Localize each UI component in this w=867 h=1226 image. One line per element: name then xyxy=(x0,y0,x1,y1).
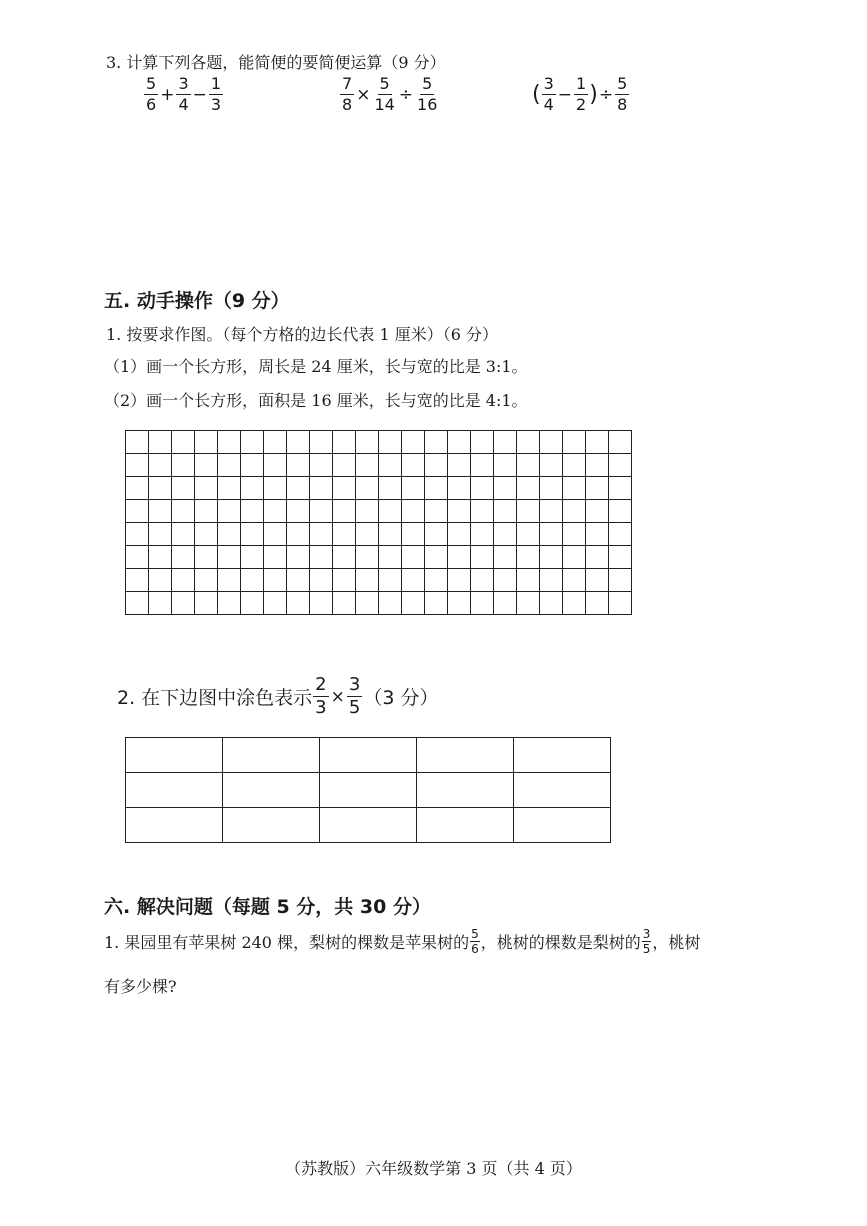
grid-cell[interactable] xyxy=(563,454,586,477)
grid-cell[interactable] xyxy=(149,523,172,546)
grid-cell[interactable] xyxy=(287,546,310,569)
operator: × xyxy=(330,686,345,707)
shading-cell[interactable] xyxy=(320,773,417,808)
grid-cell[interactable] xyxy=(471,569,494,592)
grid-cell[interactable] xyxy=(448,569,471,592)
grid-cell[interactable] xyxy=(471,454,494,477)
grid-cell[interactable] xyxy=(241,592,264,615)
fraction: $\frac{5}{14}$ xyxy=(374,74,395,114)
grid-cell[interactable] xyxy=(540,523,563,546)
grid-cell[interactable] xyxy=(172,500,195,523)
grid-cell[interactable] xyxy=(494,500,517,523)
grid-cell[interactable] xyxy=(241,431,264,454)
shading-cell[interactable] xyxy=(417,808,514,843)
grid-cell[interactable] xyxy=(517,523,540,546)
grid-cell[interactable] xyxy=(241,500,264,523)
grid-cell[interactable] xyxy=(333,523,356,546)
grid-cell[interactable] xyxy=(609,546,632,569)
grid-cell[interactable] xyxy=(448,454,471,477)
grid-cell[interactable] xyxy=(287,500,310,523)
grid-cell[interactable] xyxy=(218,569,241,592)
paren: ) xyxy=(589,82,598,107)
grid-cell[interactable] xyxy=(448,477,471,500)
grid-cell[interactable] xyxy=(126,431,149,454)
shading-cell[interactable] xyxy=(126,808,223,843)
shading-cell[interactable] xyxy=(320,808,417,843)
grid-cell[interactable] xyxy=(264,523,287,546)
grid-cell[interactable] xyxy=(356,569,379,592)
grid-cell[interactable] xyxy=(310,592,333,615)
grid-cell[interactable] xyxy=(586,523,609,546)
grid-cell[interactable] xyxy=(379,569,402,592)
grid-cell[interactable] xyxy=(149,454,172,477)
expression-2 xyxy=(339,76,440,113)
grid-cell[interactable] xyxy=(287,523,310,546)
grid-cell[interactable] xyxy=(287,569,310,592)
grid-cell[interactable] xyxy=(241,477,264,500)
grid-cell[interactable] xyxy=(333,500,356,523)
grid-cell[interactable] xyxy=(586,569,609,592)
grid-cell[interactable] xyxy=(586,500,609,523)
grid-cell[interactable] xyxy=(563,569,586,592)
grid-cell[interactable] xyxy=(379,523,402,546)
grid-cell[interactable] xyxy=(333,477,356,500)
grid-cell[interactable] xyxy=(540,477,563,500)
section-5-question-1: 1. 按要求作图。（每个方格的边长代表 1 厘米）（6 分） xyxy=(106,325,498,344)
grid-cell[interactable] xyxy=(218,546,241,569)
grid-cell[interactable] xyxy=(241,454,264,477)
operator: × xyxy=(356,84,371,105)
expression-1 xyxy=(143,76,224,113)
grid-cell[interactable] xyxy=(218,454,241,477)
shading-cell[interactable] xyxy=(417,773,514,808)
grid-cell[interactable] xyxy=(310,500,333,523)
grid-cell[interactable] xyxy=(195,454,218,477)
grid-cell[interactable] xyxy=(172,477,195,500)
grid-cell[interactable] xyxy=(494,454,517,477)
fraction: $\frac{5}{6}$ xyxy=(146,74,157,114)
grid-cell[interactable] xyxy=(586,592,609,615)
grid-cell[interactable] xyxy=(264,592,287,615)
grid-cell[interactable] xyxy=(356,454,379,477)
fraction: $\frac{1}{3}$ xyxy=(210,74,222,114)
shading-cell[interactable] xyxy=(320,738,417,773)
grid-cell[interactable] xyxy=(494,431,517,454)
grid-cell[interactable] xyxy=(241,546,264,569)
grid-cell[interactable] xyxy=(310,523,333,546)
grid-cell[interactable] xyxy=(402,477,425,500)
problem-1-text: ，桃树的棵数是梨树的 xyxy=(480,933,641,952)
grid-cell[interactable] xyxy=(195,592,218,615)
operator: ÷ xyxy=(398,84,414,105)
grid-cell[interactable] xyxy=(287,454,310,477)
grid-cell[interactable] xyxy=(609,454,632,477)
grid-cell[interactable] xyxy=(195,477,218,500)
grid-cell[interactable] xyxy=(126,523,149,546)
grid-cell[interactable] xyxy=(172,546,195,569)
fraction: $\frac{2}{3}$ xyxy=(315,674,327,718)
grid-cell[interactable] xyxy=(425,454,448,477)
grid-cell[interactable] xyxy=(356,546,379,569)
problem-1-text: 1. 果园里有苹果树 240 棵，梨树的棵数是苹果树的 xyxy=(104,933,470,952)
grid-cell[interactable] xyxy=(218,477,241,500)
grid-cell[interactable] xyxy=(609,569,632,592)
grid-cell[interactable] xyxy=(586,454,609,477)
grid-cell[interactable] xyxy=(517,500,540,523)
grid-cell[interactable] xyxy=(126,477,149,500)
grid-cell[interactable] xyxy=(287,431,310,454)
grid-cell[interactable] xyxy=(379,546,402,569)
shading-cell[interactable] xyxy=(223,808,320,843)
section-5-question-1-part-2: （2）画一个长方形，面积是 16 厘米，长与宽的比是 4:1。 xyxy=(104,391,528,410)
grid-cell[interactable] xyxy=(126,500,149,523)
page-footer: （苏教版）六年级数学第 3 页（共 4 页） xyxy=(285,1159,582,1178)
grid-cell[interactable] xyxy=(195,500,218,523)
shading-cell[interactable] xyxy=(514,738,611,773)
grid-cell[interactable] xyxy=(402,592,425,615)
grid-cell[interactable] xyxy=(195,569,218,592)
grid-cell[interactable] xyxy=(517,454,540,477)
grid-cell[interactable] xyxy=(195,546,218,569)
grid-cell[interactable] xyxy=(356,523,379,546)
grid-cell[interactable] xyxy=(149,477,172,500)
grid-cell[interactable] xyxy=(149,569,172,592)
grid-cell[interactable] xyxy=(517,477,540,500)
grid-cell[interactable] xyxy=(172,569,195,592)
fraction: $\frac{5}{6}$ xyxy=(471,927,479,956)
grid-cell[interactable] xyxy=(609,592,632,615)
fraction: $\frac{7}{8}$ xyxy=(342,74,353,114)
grid-cell[interactable] xyxy=(356,500,379,523)
grid-cell[interactable] xyxy=(563,477,586,500)
grid-cell[interactable] xyxy=(126,592,149,615)
grid-cell[interactable] xyxy=(471,431,494,454)
grid-cell[interactable] xyxy=(402,454,425,477)
grid-cell[interactable] xyxy=(333,592,356,615)
grid-cell[interactable] xyxy=(609,500,632,523)
shading-cell[interactable] xyxy=(223,738,320,773)
grid-cell[interactable] xyxy=(563,523,586,546)
grid-cell[interactable] xyxy=(379,454,402,477)
grid-cell[interactable] xyxy=(218,523,241,546)
q2-text: 2. 在下边图中涂色表示 xyxy=(117,687,313,709)
grid-cell[interactable] xyxy=(540,592,563,615)
grid-cell[interactable] xyxy=(333,546,356,569)
operator: + xyxy=(160,84,175,105)
shading-cell[interactable] xyxy=(223,773,320,808)
fraction: $\frac{5}{16}$ xyxy=(417,74,438,114)
grid-cell[interactable] xyxy=(264,569,287,592)
grid-cell[interactable] xyxy=(310,569,333,592)
grid-cell[interactable] xyxy=(540,546,563,569)
shading-cell[interactable] xyxy=(417,738,514,773)
section-5-question-1-part-1: （1）画一个长方形，周长是 24 厘米，长与宽的比是 3:1。 xyxy=(104,357,528,376)
grid-cell[interactable] xyxy=(310,546,333,569)
fraction: $\frac{3}{4}$ xyxy=(543,74,554,114)
grid-cell[interactable] xyxy=(494,546,517,569)
grid-cell[interactable] xyxy=(425,431,448,454)
grid-cell[interactable] xyxy=(149,592,172,615)
grid-cell[interactable] xyxy=(494,569,517,592)
section-5-heading: 五. 动手操作（9 分） xyxy=(104,290,290,312)
fraction: $\frac{5}{8}$ xyxy=(617,74,628,114)
shading-cell[interactable] xyxy=(126,738,223,773)
grid-cell[interactable] xyxy=(402,500,425,523)
grid-cell[interactable] xyxy=(241,523,264,546)
grid-cell[interactable] xyxy=(425,592,448,615)
grid-cell[interactable] xyxy=(425,500,448,523)
grid-cell[interactable] xyxy=(356,477,379,500)
grid-cell[interactable] xyxy=(126,546,149,569)
grid-cell[interactable] xyxy=(425,477,448,500)
grid-cell[interactable] xyxy=(425,523,448,546)
grid-cell[interactable] xyxy=(540,569,563,592)
grid-cell[interactable] xyxy=(264,454,287,477)
grid-cell[interactable] xyxy=(356,592,379,615)
grid-cell[interactable] xyxy=(540,431,563,454)
shading-cell[interactable] xyxy=(514,773,611,808)
grid-cell[interactable] xyxy=(586,546,609,569)
grid-cell[interactable] xyxy=(126,569,149,592)
grid-cell[interactable] xyxy=(586,477,609,500)
grid-cell[interactable] xyxy=(609,431,632,454)
operator: − xyxy=(557,84,573,105)
paren: ( xyxy=(532,82,541,107)
grid-cell[interactable] xyxy=(356,431,379,454)
shading-cell[interactable] xyxy=(126,773,223,808)
grid-cell[interactable] xyxy=(310,431,333,454)
grid-cell[interactable] xyxy=(494,477,517,500)
section-6-heading: 六. 解决问题（每题 5 分，共 30 分） xyxy=(104,896,431,918)
grid-cell[interactable] xyxy=(333,569,356,592)
grid-cell[interactable] xyxy=(379,477,402,500)
grid-cell[interactable] xyxy=(195,431,218,454)
grid-cell[interactable] xyxy=(540,500,563,523)
grid-cell[interactable] xyxy=(172,431,195,454)
grid-cell[interactable] xyxy=(540,454,563,477)
grid-cell[interactable] xyxy=(402,569,425,592)
grid-cell[interactable] xyxy=(425,546,448,569)
grid-cell[interactable] xyxy=(471,546,494,569)
grid-cell[interactable] xyxy=(218,500,241,523)
shading-rectangle xyxy=(125,737,611,843)
grid-cell[interactable] xyxy=(402,431,425,454)
grid-cell[interactable] xyxy=(494,592,517,615)
grid-cell[interactable] xyxy=(310,477,333,500)
grid-cell[interactable] xyxy=(172,523,195,546)
problem-1 xyxy=(104,928,700,955)
grid-cell[interactable] xyxy=(448,523,471,546)
fraction: $\frac{3}{5}$ xyxy=(642,927,651,956)
grid-cell[interactable] xyxy=(563,500,586,523)
grid-cell[interactable] xyxy=(264,546,287,569)
grid-cell[interactable] xyxy=(126,454,149,477)
grid-cell[interactable] xyxy=(448,500,471,523)
grid-cell[interactable] xyxy=(563,592,586,615)
grid-cell[interactable] xyxy=(517,546,540,569)
fraction: $\frac{1}{2}$ xyxy=(576,74,587,114)
grid-cell[interactable] xyxy=(448,546,471,569)
grid-cell[interactable] xyxy=(264,500,287,523)
grid-cell[interactable] xyxy=(402,523,425,546)
grid-cell[interactable] xyxy=(517,569,540,592)
grid-cell[interactable] xyxy=(218,431,241,454)
grid-cell[interactable] xyxy=(609,523,632,546)
fraction: $\frac{3}{4}$ xyxy=(178,74,189,114)
shading-cell[interactable] xyxy=(514,808,611,843)
grid-cell[interactable] xyxy=(172,592,195,615)
grid-cell[interactable] xyxy=(379,500,402,523)
grid-cell[interactable] xyxy=(586,431,609,454)
grid-cell[interactable] xyxy=(379,592,402,615)
grid-cell[interactable] xyxy=(425,569,448,592)
grid-cell[interactable] xyxy=(609,477,632,500)
grid-cell[interactable] xyxy=(448,592,471,615)
grid-cell[interactable] xyxy=(149,500,172,523)
grid-cell[interactable] xyxy=(149,431,172,454)
grid-cell[interactable] xyxy=(448,431,471,454)
q2-points: （3 分） xyxy=(363,687,439,709)
grid-cell[interactable] xyxy=(287,592,310,615)
grid-cell[interactable] xyxy=(563,431,586,454)
grid-cell[interactable] xyxy=(517,592,540,615)
problem-1-continued: 有多少棵? xyxy=(104,977,177,996)
grid-cell[interactable] xyxy=(264,477,287,500)
grid-cell[interactable] xyxy=(471,523,494,546)
grid-cell[interactable] xyxy=(333,431,356,454)
grid-cell[interactable] xyxy=(264,431,287,454)
grid-cell[interactable] xyxy=(287,477,310,500)
expression-3 xyxy=(532,76,630,113)
grid-cell[interactable] xyxy=(379,431,402,454)
grid-cell[interactable] xyxy=(471,592,494,615)
operator: − xyxy=(192,84,207,105)
grid-cell[interactable] xyxy=(563,546,586,569)
grid-cell[interactable] xyxy=(172,454,195,477)
section-5-question-2 xyxy=(117,676,438,717)
grid-cell[interactable] xyxy=(333,454,356,477)
problem-1-text: ，桃树 xyxy=(652,933,701,952)
grid-cell[interactable] xyxy=(517,431,540,454)
grid-cell[interactable] xyxy=(471,500,494,523)
grid-cell[interactable] xyxy=(402,546,425,569)
square-grid xyxy=(125,430,632,615)
grid-cell[interactable] xyxy=(241,569,264,592)
grid-cell[interactable] xyxy=(310,454,333,477)
grid-cell[interactable] xyxy=(195,523,218,546)
grid-cell[interactable] xyxy=(471,477,494,500)
fraction: $\frac{3}{5}$ xyxy=(348,674,361,718)
grid-cell[interactable] xyxy=(494,523,517,546)
operator: ÷ xyxy=(598,84,614,105)
question-3-title: 3. 计算下列各题，能简便的要简便运算（9 分） xyxy=(106,53,446,72)
grid-cell[interactable] xyxy=(218,592,241,615)
grid-cell[interactable] xyxy=(149,546,172,569)
